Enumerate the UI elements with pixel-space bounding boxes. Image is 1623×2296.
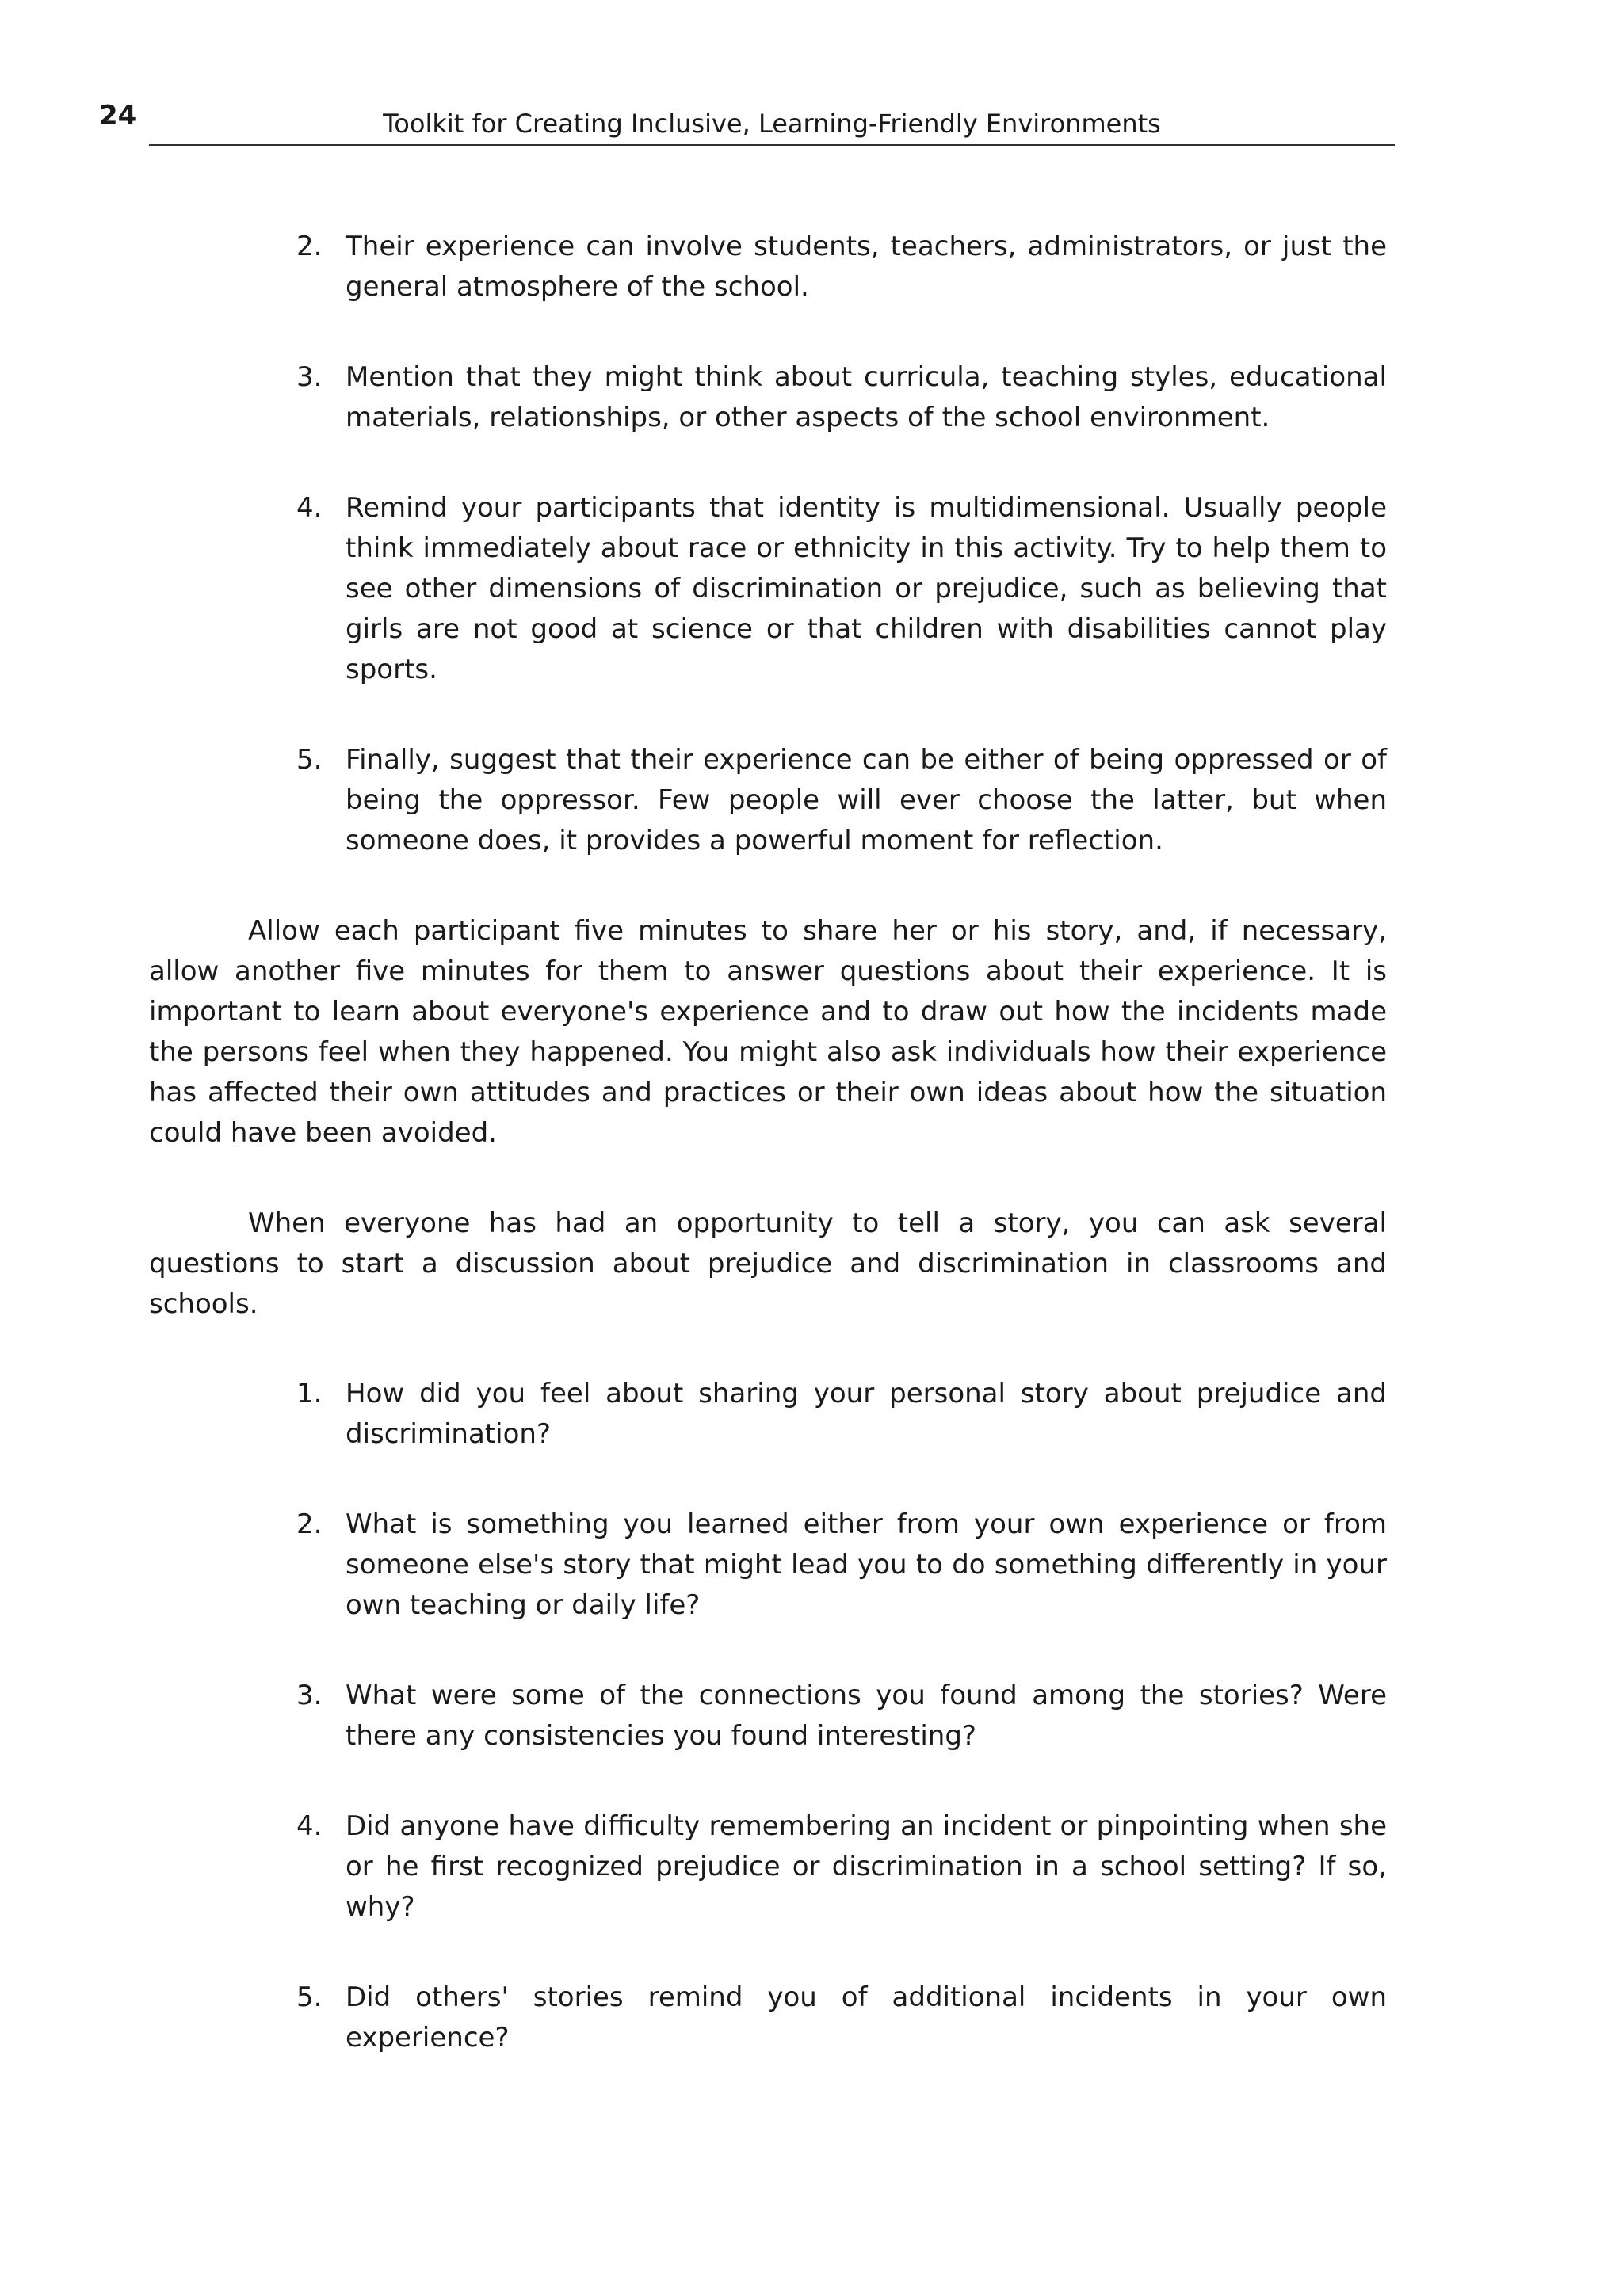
- page-body: [149, 227, 1387, 2058]
- list-item-text: Finally, suggest that their experience can be either of being oppressed or of being the oppressor. Few people will ever choose the latter, but when someone does, it provides a powerful moment for reflection.: [346, 744, 1387, 856]
- header-rule: [149, 144, 1395, 146]
- list-item-text: How did you feel about sharing your personal story about prejudice and discrimination?: [346, 1378, 1387, 1450]
- list-item-number: 1.: [296, 1378, 323, 1409]
- list-item-number: 3.: [296, 1680, 323, 1711]
- page-number: 24: [99, 100, 137, 132]
- list-item: [149, 1676, 1387, 1756]
- list-item-number: 3.: [296, 361, 323, 393]
- list-item-text: What is something you learned either from your own experience or from someone else's story that might lead you to do something differently in your own teaching or daily life?: [346, 1508, 1387, 1621]
- list-item-number: 4.: [296, 1810, 323, 1842]
- list-item-text: Their experience can involve students, teachers, administrators, or just the general atmosphere of the school.: [346, 231, 1387, 303]
- list-item-number: 5.: [296, 1981, 323, 2013]
- body-paragraph: Allow each participant five minutes to share her or his story, and, if necessary, allow another five minutes for them to answer questions about their experience. It is important to learn about everyone's experience and to draw out how the incidents made the persons feel when they happened. You might also ask individuals how their experience has affected their own attitudes and practices or their own ideas about how the situation could have been avoided.: [149, 915, 1387, 1149]
- list-item-number: 5.: [296, 744, 323, 776]
- list-item-text: Remind your participants that identity is multidimensional. Usually people think immediately about race or ethnicity in this activity. Try to help them to see other dimensions of discrimination or prejudice, such as believing that girls are not good at science or that children with disabilities cannot play sports.: [346, 492, 1387, 685]
- list-item-number: 2.: [296, 1508, 323, 1540]
- list-item: [149, 740, 1387, 861]
- list-item: [149, 1374, 1387, 1455]
- list-item-number: 2.: [296, 231, 323, 262]
- instruction-list: [149, 227, 1387, 861]
- list-item: [149, 488, 1387, 690]
- body-paragraph: When everyone has had an opportunity to tell a story, you can ask several questions to start a discussion about prejudice and discrimination in classrooms and schools.: [149, 1207, 1387, 1320]
- list-item-text: Did others' stories remind you of additional incidents in your own experience?: [346, 1981, 1387, 2054]
- list-item-text: Did anyone have difficulty remembering an incident or pinpointing when she or he first recognized prejudice or discrimination in a school setting? If so, why?: [346, 1810, 1387, 1923]
- list-item: [149, 1806, 1387, 1928]
- list-item-number: 4.: [296, 492, 323, 524]
- list-item: [149, 227, 1387, 307]
- list-item-text: Mention that they might think about curricula, teaching styles, educational materials, relationships, or other aspects of the school environment.: [346, 361, 1387, 433]
- discussion-questions-list: [149, 1374, 1387, 2058]
- list-item: [149, 1505, 1387, 1626]
- running-header-title: Toolkit for Creating Inclusive, Learning-Friendly Environments: [383, 109, 1161, 139]
- list-item: [149, 1978, 1387, 2058]
- list-item-text: What were some of the connections you found among the stories? Were there any consistencies you found interesting?: [346, 1680, 1387, 1752]
- list-item: [149, 357, 1387, 438]
